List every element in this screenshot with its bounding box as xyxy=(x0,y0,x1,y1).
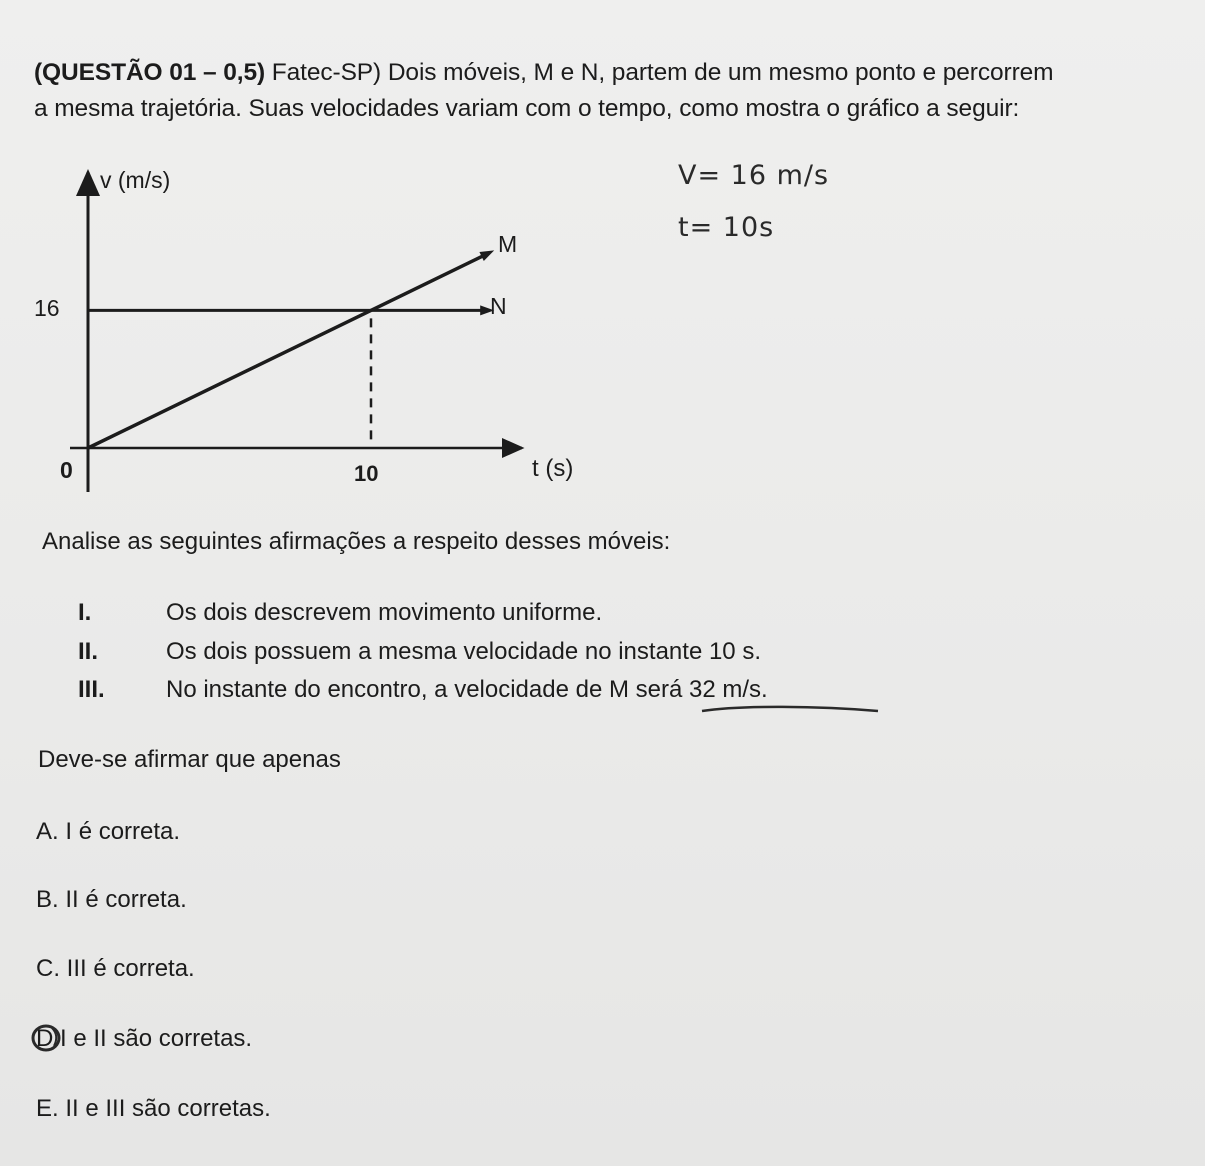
statement-2 xyxy=(78,638,761,666)
series-m-arrowhead xyxy=(479,250,494,261)
statements-intro: Analise as seguintes afirmações a respeito desses móveis: xyxy=(42,528,671,555)
option-letter: C. xyxy=(36,955,60,982)
question-line2: a mesma trajetória. Suas velocidades variam com o tempo, como mostra o gráfico a seguir: xyxy=(34,95,1020,122)
series-m-line xyxy=(88,255,484,448)
y-tick-label: 16 xyxy=(34,295,60,321)
statement-3 xyxy=(78,676,768,704)
option-letter: A. xyxy=(36,818,59,845)
option-text: I e II são corretas. xyxy=(60,1025,253,1052)
question-header: (QUESTÃO 01 – 0,5) xyxy=(34,59,266,86)
option-letter: D xyxy=(36,1025,54,1052)
statement-number: III. xyxy=(78,676,105,703)
option-d[interactable] xyxy=(36,1025,252,1053)
velocity-time-chart xyxy=(0,0,1205,520)
origin-label: 0 xyxy=(60,457,73,483)
handwritten-velocity-note: V= 16 m/s xyxy=(678,160,830,191)
statement-text: Os dois descrevem movimento uniforme. xyxy=(166,599,603,626)
option-text: I é correta. xyxy=(65,818,181,845)
y-axis-label: v (m/s) xyxy=(100,167,171,193)
statement-text: Os dois possuem a mesma velocidade no instante 10 s. xyxy=(166,638,761,665)
option-b[interactable] xyxy=(36,886,187,914)
option-letter: B. xyxy=(36,886,59,913)
option-text: III é correta. xyxy=(66,955,195,982)
option-c[interactable] xyxy=(36,955,195,983)
option-a[interactable] xyxy=(36,818,180,846)
option-e[interactable] xyxy=(36,1095,271,1123)
x-axis-label: t (s) xyxy=(532,455,574,482)
statement-1 xyxy=(78,599,602,627)
series-n-label: N xyxy=(490,293,507,319)
option-text: II e III são corretas. xyxy=(65,1095,271,1122)
answer-prompt: Deve-se afirmar que apenas xyxy=(38,746,341,773)
x-tick-label: 10 xyxy=(354,461,379,486)
statement-number: I. xyxy=(78,599,92,626)
series-m-label: M xyxy=(498,231,518,257)
pen-underline-mark xyxy=(700,703,880,715)
selected-answer-circle xyxy=(30,1022,64,1054)
handwritten-time-note: t= 10s xyxy=(678,212,775,243)
statement-number: II. xyxy=(78,638,99,665)
option-text: II é correta. xyxy=(65,886,187,913)
question-line1: Fatec-SP) Dois móveis, M e N, partem de um mesmo ponto e percorrem xyxy=(265,59,1054,86)
statement-text: No instante do encontro, a velocidade de M será 32 m/s. xyxy=(166,676,768,703)
option-letter: E. xyxy=(36,1095,59,1122)
